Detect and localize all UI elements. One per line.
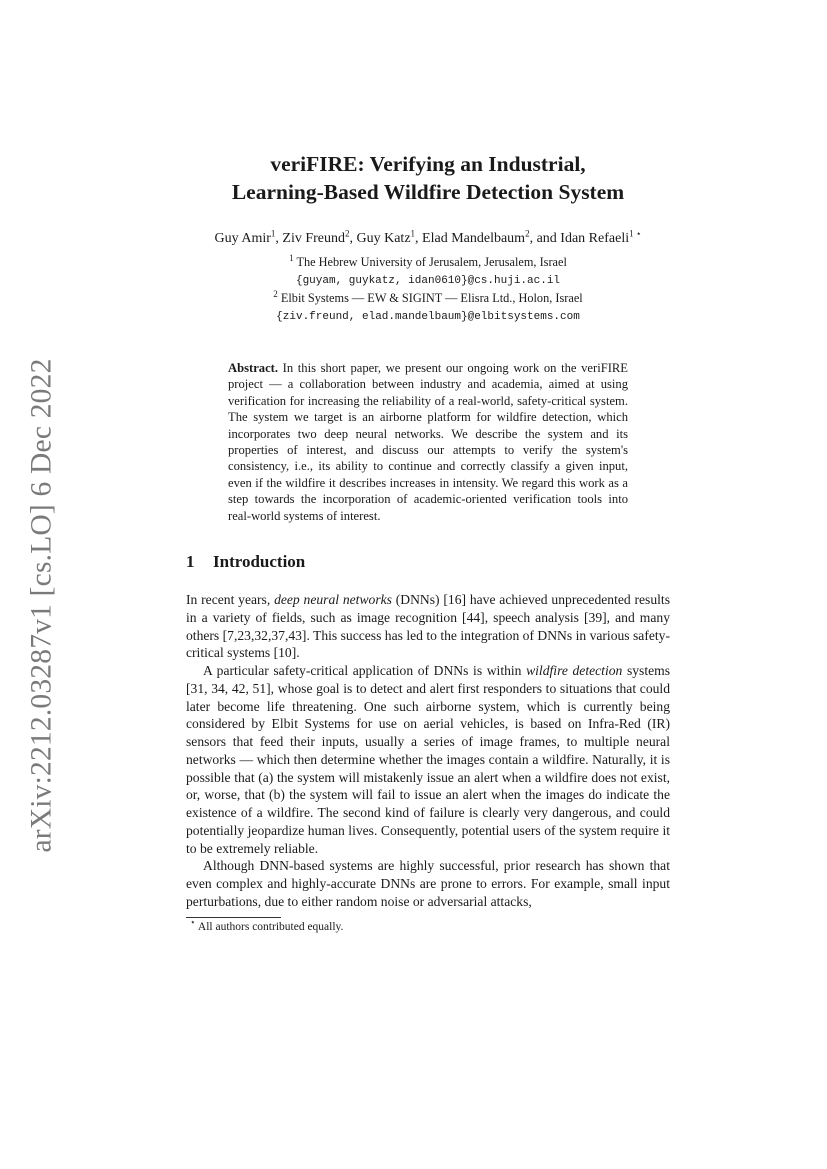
- title-line-1: veriFIRE: Verifying an Industrial,: [270, 152, 586, 176]
- text-run: A particular safety-critical application of DNNs is within: [203, 663, 527, 679]
- email-prefix: {guyam, guykatz, idan0610}: [295, 275, 468, 287]
- abstract-label: Abstract.: [228, 361, 279, 375]
- affiliation-2: [186, 290, 670, 307]
- paragraph: Although DNN-based systems are highly successful, prior research has shown that even complex and highly-accurate DNNs are prone to errors. For example, small input perturbations, due to either random noise or adversarial attacks,: [186, 858, 670, 909]
- author: Guy Amir: [214, 231, 271, 246]
- affiliation-text: The Hebrew University of Jerusalem, Jerusalem, Israel: [296, 255, 567, 269]
- emphasis: wildfire detection: [526, 663, 623, 679]
- body-text: [186, 591, 670, 911]
- email-domain: @cs.huji.ac.il: [467, 275, 561, 287]
- email-domain: @elbitsystems.com: [467, 311, 580, 323]
- abstract-text: In this short paper, we present our ongoing work on the veriFIRE project — a collaboration between industry and academia, aimed at using verification for increasing the reliability of a real-world, safety-critical system. The system we target is an airborne platform for wildfire detection, which incorporates two deep neural networks. We describe the system and its properties of interest, and discuss our attempts to verify the system's consistency, i.e., its ability to continue and correctly classify a given input, even if the wildfire it describes increases in intensity. We regard this work as a step towards the incorporation of academic-oriented verification tools into real-world systems of interest.: [228, 361, 628, 523]
- footnote-mark: ⋆: [190, 916, 196, 927]
- abstract: [228, 360, 628, 524]
- author-affil-mark: 1: [270, 228, 276, 239]
- text-run: (DNNs) [16] have achieved unprecedented results in a variety of fields, such as image recognition [44], speech analysis [39], and many others [7,23,32,37,43]. This success has led to the integration of DNNs in various safety-critical systems [10].: [186, 592, 670, 661]
- footnote-rule: [186, 917, 281, 918]
- footnote: [186, 916, 670, 935]
- author-list: Guy Amir$^1$, Ziv Freund$^2$, Guy Katz$^1$, Elad Mandelbaum$^2$, and Idan Refaeli$^{1 ⋆}$: [214, 228, 642, 246]
- author: Ziv Freund: [282, 231, 345, 246]
- author-affil-mark: 2: [525, 228, 530, 239]
- affiliation-1: [186, 254, 670, 271]
- footnote-text: All authors contributed equally.: [197, 920, 344, 933]
- author: Elad Mandelbaum: [422, 231, 526, 246]
- email-prefix: {ziv.freund, elad.mandelbaum}: [276, 311, 468, 323]
- paragraph: [186, 591, 670, 662]
- affiliations: [186, 254, 670, 326]
- affiliation-1-email: [186, 271, 670, 290]
- author-affil-mark: 2: [345, 228, 350, 239]
- arxiv-side-stamp: [20, 357, 64, 853]
- arxiv-identifier: arXiv:2212.03287v1 [cs.LO] 6 Dec 2022: [25, 357, 58, 853]
- section-title: Introduction: [213, 552, 306, 572]
- text-run: systems [31, 34, 42, 51], whose goal is to detect and alert first responders to situations that could later become life threatening. One such airborne system, which is currently being considered by Elbit Systems for use on aerial vehicles, is based on Infra-Red (IR) sensors that feed their inputs, usually a series of image frames, to multiple neural networks — which then determine whether the images contain a wildfire. Naturally, it is possible that (a) the system will mistakenly issue an alert when a wildfire does not exist, or, worse, that (b) the system will fail to issue an alert when the images do indicate the existence of a wildfire. The second kind of failure is clearly very dangerous, and could potentially jeopardize human lives. Consequently, potential users of the system require it to be extremely reliable.: [186, 663, 670, 856]
- paragraph: [186, 662, 670, 857]
- section-heading: [186, 551, 670, 573]
- section-number: 1: [186, 552, 195, 572]
- affiliation-text: Elbit Systems — EW & SIGINT — Elisra Ltd., Holon, Israel: [280, 291, 583, 305]
- text-run: In recent years,: [186, 592, 275, 608]
- affiliation-2-email: [186, 307, 670, 326]
- affiliation-number: 2: [273, 288, 278, 299]
- title-line-2: Learning-Based Wildfire Detection System: [231, 180, 625, 204]
- emphasis: deep neural networks: [274, 592, 392, 608]
- author-affil-mark: 1 ⋆: [629, 228, 642, 239]
- author-affil-mark: 1: [410, 228, 416, 239]
- affiliation-number: 1: [289, 252, 294, 263]
- author: Idan Refaeli: [560, 231, 630, 246]
- paper-title: [186, 150, 670, 206]
- paper-page: [186, 150, 670, 935]
- author: Guy Katz: [356, 231, 411, 246]
